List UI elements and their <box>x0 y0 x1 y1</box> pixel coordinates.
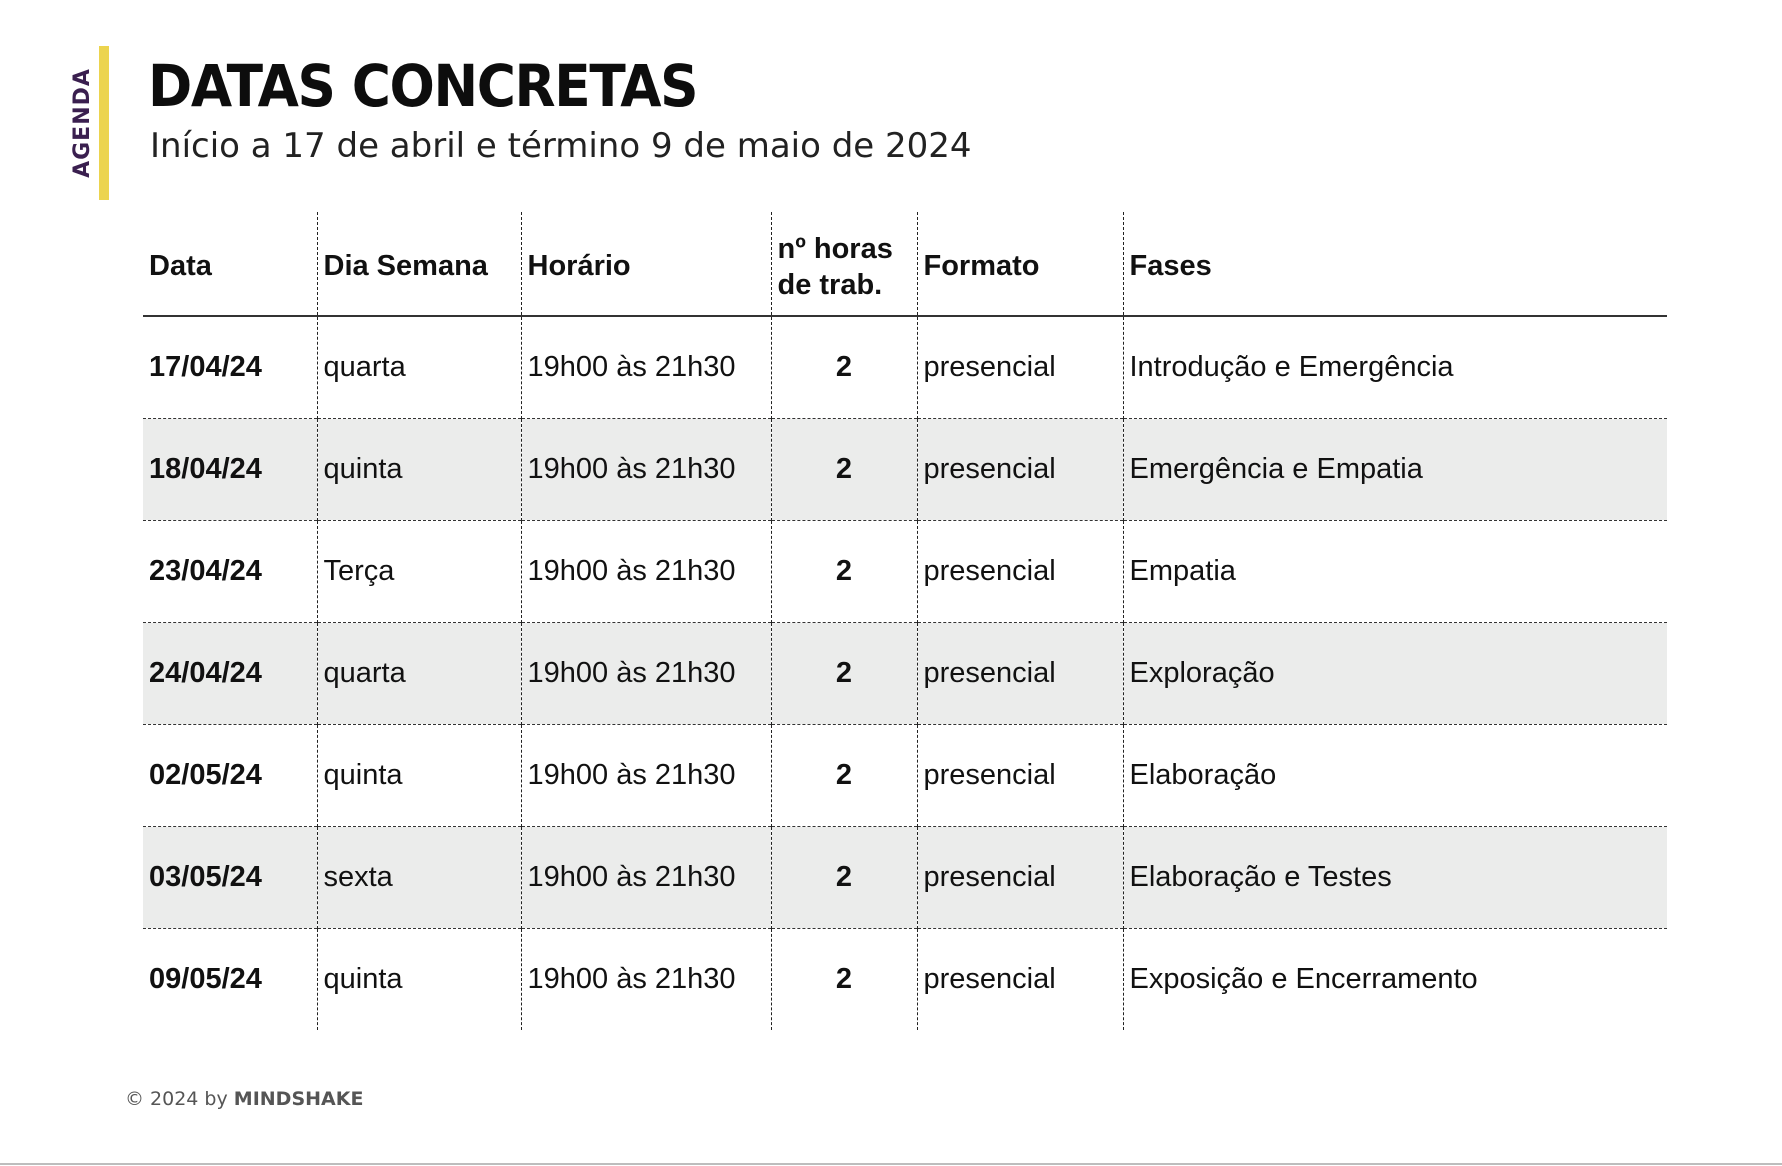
hours-cell: 2 <box>771 622 917 724</box>
page-subtitle: Início a 17 de abril e término 9 de maio de 2024 <box>150 126 972 166</box>
hours-cell: 2 <box>771 724 917 826</box>
table-row <box>143 418 1667 520</box>
time-cell: 19h00 às 21h30 <box>521 418 771 520</box>
phase-cell: Emergência e Empatia <box>1123 418 1667 520</box>
phase-cell: Exploração <box>1123 622 1667 724</box>
phase-cell: Introdução e Emergência <box>1123 316 1667 418</box>
phase-cell: Empatia <box>1123 520 1667 622</box>
weekday-cell: quarta <box>317 316 521 418</box>
format-cell: presencial <box>917 622 1123 724</box>
phase-cell: Elaboração <box>1123 724 1667 826</box>
page-title: DATAS CONCRETAS <box>148 52 698 120</box>
table-row <box>143 724 1667 826</box>
table-row <box>143 928 1667 1030</box>
date-cell: 24/04/24 <box>149 656 262 689</box>
weekday-cell: quinta <box>317 928 521 1030</box>
accent-bar <box>99 46 109 200</box>
format-cell: presencial <box>917 316 1123 418</box>
column-header-weekday: Dia Semana <box>317 212 521 316</box>
weekday-cell: quarta <box>317 622 521 724</box>
weekday-cell: Terça <box>317 520 521 622</box>
date-cell: 23/04/24 <box>149 554 262 587</box>
time-cell: 19h00 às 21h30 <box>521 724 771 826</box>
date-cell: 18/04/24 <box>149 452 262 485</box>
weekday-cell: quinta <box>317 418 521 520</box>
column-header-date: Data <box>143 212 317 316</box>
date-cell: 09/05/24 <box>149 962 262 995</box>
date-cell: 03/05/24 <box>149 860 262 893</box>
table-row <box>143 622 1667 724</box>
column-header-hours: nº horas de trab. <box>771 212 917 316</box>
hours-cell: 2 <box>771 520 917 622</box>
date-cell: 02/05/24 <box>149 758 262 791</box>
phase-cell: Exposição e Encerramento <box>1123 928 1667 1030</box>
format-cell: presencial <box>917 418 1123 520</box>
schedule-table <box>143 212 1667 1030</box>
time-cell: 19h00 às 21h30 <box>521 520 771 622</box>
table-header-row <box>143 212 1667 316</box>
hours-cell: 2 <box>771 316 917 418</box>
table-row <box>143 316 1667 418</box>
column-header-format: Formato <box>917 212 1123 316</box>
hours-cell: 2 <box>771 928 917 1030</box>
format-cell: presencial <box>917 826 1123 928</box>
hours-cell: 2 <box>771 418 917 520</box>
agenda-side-tab <box>62 46 110 200</box>
format-cell: presencial <box>917 928 1123 1030</box>
agenda-label: AGENDA <box>70 68 95 178</box>
bottom-divider <box>0 1163 1782 1165</box>
hours-cell: 2 <box>771 826 917 928</box>
phase-cell: Elaboração e Testes <box>1123 826 1667 928</box>
column-header-schedule: Horário <box>521 212 771 316</box>
format-cell: presencial <box>917 520 1123 622</box>
brand-name: MINDSHAKE <box>233 1088 364 1110</box>
column-header-phases: Fases <box>1123 212 1667 316</box>
time-cell: 19h00 às 21h30 <box>521 622 771 724</box>
weekday-cell: quinta <box>317 724 521 826</box>
time-cell: 19h00 às 21h30 <box>521 316 771 418</box>
time-cell: 19h00 às 21h30 <box>521 928 771 1030</box>
date-cell: 17/04/24 <box>149 350 262 383</box>
weekday-cell: sexta <box>317 826 521 928</box>
table-row <box>143 826 1667 928</box>
footer-credit <box>125 1088 363 1110</box>
time-cell: 19h00 às 21h30 <box>521 826 771 928</box>
table-row <box>143 520 1667 622</box>
format-cell: presencial <box>917 724 1123 826</box>
copyright-text: © 2024 by <box>125 1088 228 1110</box>
